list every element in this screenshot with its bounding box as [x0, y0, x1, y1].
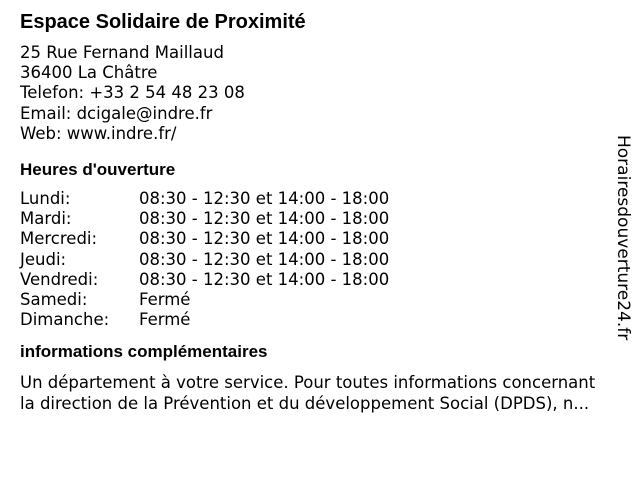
- site-watermark: Horairesdouverture24.fr: [613, 135, 633, 341]
- time-value: Fermé: [139, 289, 191, 309]
- city-address: 36400 La Châtre: [20, 63, 158, 83]
- day-label: Samedi:: [20, 289, 88, 309]
- page-title: Espace Solidaire de Proximité: [20, 11, 306, 33]
- day-label: Jeudi:: [20, 249, 67, 269]
- email-address: Email: dcigale@indre.fr: [20, 103, 213, 123]
- time-value: 08:30 - 12:30 et 14:00 - 18:00: [139, 209, 390, 229]
- day-label: Mercredi:: [20, 229, 98, 249]
- info-description: [20, 373, 630, 414]
- website: Web: www.indre.fr/: [20, 123, 177, 143]
- info-line-1: Un département à votre service. Pour toutes informations concernant: [20, 373, 596, 393]
- address-block: [20, 43, 600, 144]
- business-card: [20, 10, 600, 414]
- time-value: 08:30 - 12:30 et 14:00 - 18:00: [139, 189, 390, 209]
- time-value: Fermé: [139, 310, 191, 330]
- time-value: 08:30 - 12:30 et 14:00 - 18:00: [139, 249, 390, 269]
- day-label: Dimanche:: [20, 310, 110, 330]
- day-label: Vendredi:: [20, 269, 99, 289]
- hours-row-sunday: [20, 310, 600, 330]
- hours-row-wednesday: [20, 229, 600, 249]
- info-heading: informations complémentaires: [20, 342, 268, 362]
- hours-table: [20, 189, 600, 330]
- street-address: 25 Rue Fernand Maillaud: [20, 43, 224, 62]
- hours-row-saturday: [20, 290, 600, 310]
- phone-number: Telefon: +33 2 54 48 23 08: [20, 83, 245, 103]
- hours-row-thursday: [20, 250, 600, 270]
- day-label: Mardi:: [20, 209, 72, 229]
- hours-row-monday: [20, 189, 600, 209]
- hours-row-friday: [20, 270, 600, 290]
- time-value: 08:30 - 12:30 et 14:00 - 18:00: [139, 269, 390, 289]
- time-value: 08:30 - 12:30 et 14:00 - 18:00: [139, 229, 390, 249]
- day-label: Lundi:: [20, 189, 71, 209]
- info-line-2: la direction de la Prévention et du développement Social (DPDS), n...: [20, 393, 590, 413]
- hours-heading: Heures d'ouverture: [20, 160, 176, 180]
- hours-row-tuesday: [20, 209, 600, 229]
